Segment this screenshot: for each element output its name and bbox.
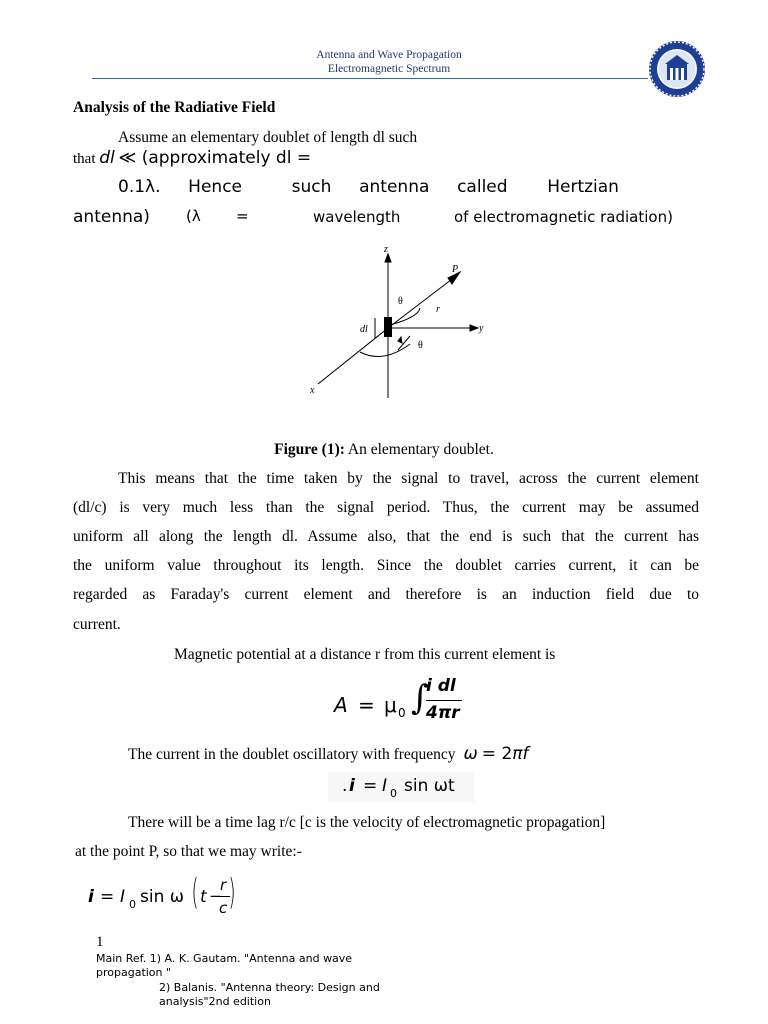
eq3-sin: sin ω bbox=[140, 887, 184, 907]
y-arrowhead bbox=[470, 325, 478, 331]
figure-caption bbox=[0, 441, 768, 459]
header-title: Antenna and Wave Propagation bbox=[316, 49, 462, 61]
paragraph-line-2: (dl/c) is very much less than the signal period. Thus, the current may be assumed bbox=[73, 499, 699, 516]
eq1-equals: = bbox=[358, 693, 375, 717]
intro-l3-w3: such bbox=[291, 177, 332, 197]
equation-current bbox=[328, 772, 474, 802]
eq1-fraction-bar bbox=[426, 700, 462, 701]
current-frequency-line bbox=[128, 744, 529, 764]
paragraph-line-1: This means that the time taken by the signal to travel, across the current element bbox=[118, 470, 699, 487]
intro-l4-lambda: (λ bbox=[186, 207, 201, 225]
intro-line-3 bbox=[118, 177, 619, 197]
eq1-numerator: i dl bbox=[426, 676, 456, 696]
eq2-sub: 0 bbox=[390, 787, 397, 800]
eq3-numerator: r bbox=[220, 876, 227, 894]
eq2-equals: = bbox=[363, 776, 378, 796]
eq2-sin: sin ωt bbox=[404, 776, 455, 796]
eq3-denominator: c bbox=[219, 899, 228, 917]
footnote-line-3: 2) Balanis. "Antenna theory: Design and bbox=[159, 981, 380, 994]
section-title: Analysis of the Radiative Field bbox=[73, 99, 276, 116]
intro-dl: dl bbox=[99, 148, 115, 168]
z-arrowhead bbox=[385, 254, 391, 262]
time-lag-line-2: at the point P, so that we may write:- bbox=[75, 843, 302, 860]
eq2-i: i bbox=[349, 776, 355, 796]
intro-l4-equals: = bbox=[236, 207, 249, 225]
header-subtitle: Electromagnetic Spectrum bbox=[327, 63, 451, 75]
eq2-I: I bbox=[382, 776, 388, 796]
footnote-line-4: analysis"2nd edition bbox=[159, 995, 271, 1008]
intro-line-2 bbox=[73, 148, 311, 168]
caption-text: An elementary doublet. bbox=[344, 441, 494, 458]
intro-line-1: Assume an elementary doublet of length dl such bbox=[118, 129, 418, 146]
omega-symbol: ω bbox=[463, 744, 478, 764]
intro-line-4 bbox=[73, 207, 673, 229]
label-z: z bbox=[384, 244, 388, 255]
eq3-i: i bbox=[88, 887, 94, 907]
label-dl: dl bbox=[360, 324, 368, 335]
equation-retarded-current bbox=[88, 872, 240, 922]
eq3-left-paren: ( bbox=[191, 872, 199, 913]
intro-l3-w4: antenna bbox=[359, 177, 430, 197]
intro-l4-rest: of electromagnetic radiation) bbox=[454, 208, 673, 226]
intro-l3-w5: called bbox=[457, 177, 508, 197]
eq3-t: t bbox=[200, 887, 207, 907]
eq2-dot: . bbox=[342, 776, 348, 796]
eq3-equals: = bbox=[100, 887, 115, 907]
eq3-sub: 0 bbox=[129, 898, 136, 911]
time-lag-line-1: There will be a time lag r/c [c is the velocity of electromagnetic propagation] bbox=[128, 814, 606, 831]
paragraph-line-3: uniform all along the length dl. Assume also, that the end is such that the current has bbox=[73, 528, 699, 545]
intro-that: that bbox=[73, 151, 96, 167]
f-symbol: f bbox=[522, 744, 529, 764]
theta-arc-bottom bbox=[360, 344, 410, 357]
label-theta-bottom: θ bbox=[418, 340, 423, 351]
footnote-line-1: Main Ref. 1) A. K. Gautam. "Antenna and wave bbox=[96, 952, 353, 965]
caption-label: Figure (1): bbox=[274, 441, 345, 458]
intro-l3-w1: 0.1λ. bbox=[118, 177, 161, 197]
label-p: P bbox=[452, 264, 459, 275]
doublet-element bbox=[384, 317, 392, 337]
footnote-mark: 1 bbox=[96, 934, 104, 950]
paragraph-line-5: regarded as Faraday's current element and therefore is an induction field due to bbox=[73, 586, 699, 603]
phi-arrowhead bbox=[398, 337, 402, 343]
intro-approx: ≪ (approximately dl = bbox=[118, 148, 312, 168]
label-x: x bbox=[310, 385, 315, 396]
eq1-mu-sub: 0 bbox=[398, 706, 406, 720]
footnote-line-2: propagation " bbox=[96, 966, 172, 979]
eq1-lhs: A bbox=[334, 693, 348, 717]
intro-l3-w6: Hertzian bbox=[547, 177, 619, 197]
eq3-I: I bbox=[120, 887, 126, 907]
eq1-mu: μ bbox=[384, 693, 397, 717]
intro-l4-wavelength: wavelength bbox=[313, 208, 401, 226]
paragraph-line-6: current. bbox=[73, 616, 121, 633]
current-text: The current in the doublet oscillatory with frequency bbox=[128, 746, 456, 763]
eq3-minus: − bbox=[209, 887, 222, 905]
label-r: r bbox=[436, 304, 440, 315]
header-rule bbox=[92, 78, 648, 79]
doublet-diagram bbox=[298, 240, 494, 400]
magnetic-potential-line: Magnetic potential at a distance r from this current element is bbox=[174, 646, 556, 663]
intro-l4-antenna: antenna) bbox=[73, 207, 150, 227]
intro-l3-w2: Hence bbox=[188, 177, 242, 197]
integral-sign: ∫ bbox=[411, 678, 429, 718]
equation-magnetic-potential bbox=[334, 676, 474, 728]
university-seal-logo bbox=[648, 40, 706, 98]
label-theta-top: θ bbox=[398, 296, 403, 307]
paragraph-line-4: the uniform value throughout its length. Since the doublet carries current, it can be bbox=[73, 557, 699, 574]
eq3-right-paren: ) bbox=[228, 872, 236, 913]
label-y: y bbox=[479, 323, 484, 334]
eq1-denominator: 4πr bbox=[426, 703, 460, 723]
pi-symbol: π bbox=[512, 744, 523, 764]
current-rhs: = 2 bbox=[481, 744, 513, 764]
